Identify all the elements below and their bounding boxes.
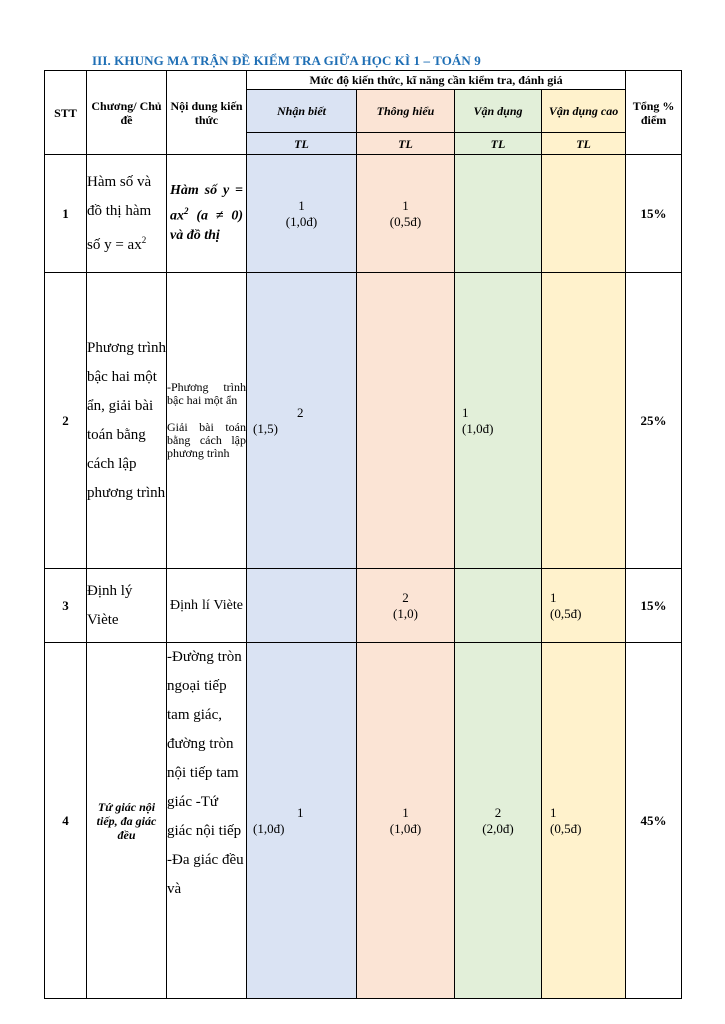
cell-nhan-biet [247, 643, 357, 999]
header-levels-group: Mức độ kiến thức, kĩ năng cần kiểm tra, đánh giá [247, 71, 626, 90]
row-chapter: Tứ giác nội tiếp, đa giác đều [87, 643, 167, 999]
matrix-table [44, 70, 682, 999]
cell-count: 2 [297, 404, 304, 420]
row-content [167, 155, 247, 273]
row-content: Định lí Viète [167, 569, 247, 643]
cell-thong-hieu [357, 273, 455, 569]
row-content-b: (a ≠ 0) và đồ thị [170, 208, 243, 244]
cell-van-dung-cao [542, 155, 626, 273]
cell-score: (0,5đ) [550, 820, 582, 836]
cell-nhan-biet [247, 273, 357, 569]
header-row-1 [45, 71, 682, 90]
cell-nhan-biet [247, 569, 357, 643]
cell-score: (1,0đ) [253, 820, 285, 836]
row-stt: 4 [45, 643, 87, 999]
header-level-nhan-biet: Nhận biết [247, 90, 357, 133]
header-stt: STT [45, 71, 87, 155]
cell-score: (1,0đ) [285, 213, 318, 229]
row-total: 15% [626, 155, 682, 273]
cell-van-dung-cao [542, 643, 626, 999]
spacer [167, 407, 246, 421]
cell-count: 1 [550, 589, 557, 605]
header-sub-tl: TL [357, 133, 455, 155]
row-chapter-text: Hàm số và đồ thị hàm số y = ax [87, 173, 152, 253]
cell-count: 1 [402, 197, 409, 213]
cell-score: (0,5đ) [389, 213, 422, 229]
page-title: III. KHUNG MA TRẬN ĐỀ KIỂM TRA GIỮA HỌC KÌ 1 – TOÁN 9 [92, 53, 481, 68]
table-row [45, 569, 682, 643]
header-level-van-dung-cao: Vận dụng cao [542, 90, 626, 133]
cell-count: 2 [494, 804, 502, 820]
cell-van-dung-cao [542, 273, 626, 569]
cell-score: (1,0đ) [389, 820, 422, 836]
header-sub-tl: TL [455, 133, 542, 155]
row-content-line: Giải bài toán bằng cách lập phương trình [167, 420, 246, 460]
header-level-van-dung: Vận dụng [455, 90, 542, 133]
row-total: 15% [626, 569, 682, 643]
cell-thong-hieu [357, 155, 455, 273]
row-content-line: -Phương trình bậc hai một ẩn [167, 380, 246, 407]
cell-score: (0,5đ) [550, 605, 582, 621]
row-content-a: Hàm số y = ax [170, 182, 243, 224]
header-sub-tl: TL [247, 133, 357, 155]
cell-score: (1,0) [393, 605, 418, 621]
cell-van-dung [455, 569, 542, 643]
table-row [45, 155, 682, 273]
header-content: Nội dung kiến thức [167, 71, 247, 155]
cell-thong-hieu [357, 643, 455, 999]
header-sub-tl: TL [542, 133, 626, 155]
cell-count: 1 [462, 404, 469, 420]
row-content-sup: 2 [184, 205, 189, 216]
row-content: -Đường tròn ngoại tiếp tam giác, đường tròn nội tiếp tam giác -Tứ giác nội tiếp -Đa giác đều và [167, 643, 247, 999]
cell-score: (1,5) [253, 420, 278, 436]
cell-score: (2,0đ) [482, 820, 514, 836]
row-stt: 2 [45, 273, 87, 569]
row-chapter [87, 155, 167, 273]
cell-count: 2 [402, 589, 409, 605]
row-chapter: Định lý Viète [87, 569, 167, 643]
row-stt: 3 [45, 569, 87, 643]
cell-count: 1 [297, 804, 304, 820]
cell-van-dung [455, 643, 542, 999]
cell-count: 1 [402, 804, 409, 820]
cell-van-dung-cao [542, 569, 626, 643]
row-stt: 1 [45, 155, 87, 273]
row-chapter-sup: 2 [141, 234, 147, 245]
table-row [45, 273, 682, 569]
table-row [45, 643, 682, 999]
cell-count: 1 [550, 804, 557, 820]
row-chapter: Phương trình bậc hai một ẩn, giải bài toán bằng cách lập phương trình [87, 273, 167, 569]
cell-nhan-biet [247, 155, 357, 273]
row-content [167, 273, 247, 569]
header-chapter: Chương/ Chủ đề [87, 71, 167, 155]
cell-van-dung [455, 273, 542, 569]
header-level-thong-hieu: Thông hiểu [357, 90, 455, 133]
cell-van-dung [455, 155, 542, 273]
cell-count: 1 [298, 197, 305, 213]
row-total: 25% [626, 273, 682, 569]
header-total: Tổng % điểm [626, 71, 682, 155]
cell-score: (1,0đ) [462, 420, 494, 436]
cell-thong-hieu [357, 569, 455, 643]
row-total: 45% [626, 643, 682, 999]
